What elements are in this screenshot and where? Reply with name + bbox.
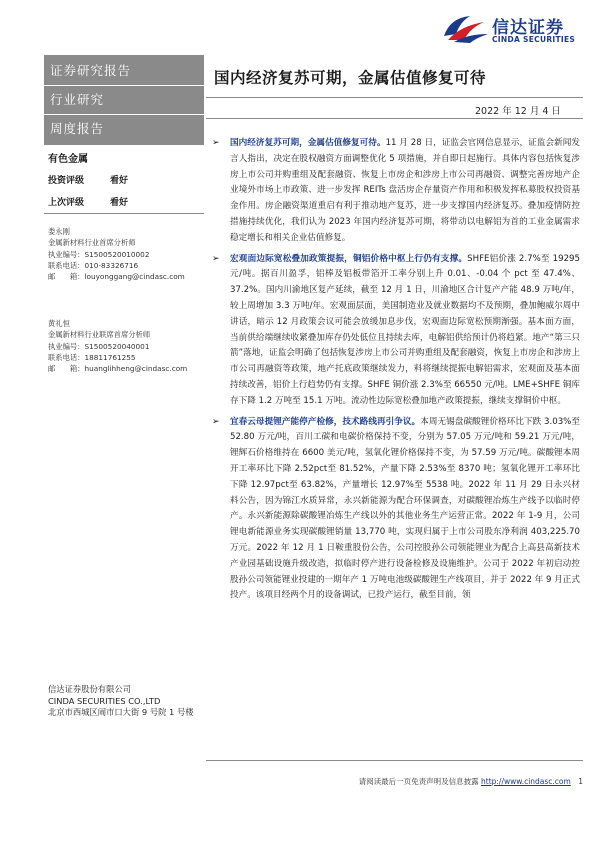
report-title: 国内经济复苏可期，金属估值修复可待 [214, 69, 487, 87]
rating-value: 看好 [110, 198, 129, 208]
analyst-email[interactable]: 邮 箱：louyonggang@cindasc.com [48, 272, 185, 282]
company-name-cn: 信达证券股份有限公司 [48, 684, 131, 694]
bullet-body: SHFE铝价涨 2.7%至 19295 元/吨。据百川盈孚，铝棒及铝板带箔开工率分别上升 0.01、-0.04 个 pct 至 47.4%、37.2%。国内川渝地区复产延续，截至 12 月 1 日，川渝地区合计复产产能 48.9 万吨/年，较上周增加 3.3 万吨/年。宏观面层面，美国制造业及就业数据均不及预期，叠加鲍威尔周中讲话，暗示 12 月政策会议可能会放缓加息步伐，宏观面边际宽松预期渐强。基本面方面，当前供给端继续收紧叠加库存仍处低位且持续去库，电解铝供给预计仍将趋紧。地产“第三只箭”落地，证监会明确了包括恢复涉房上市公司并购重组及配套融资，恢复上市房企和涉房上市公司再融资等政策，地产托底政策继续发力，料将继续提振电解铝需求，宏观面及基本面持续改善，铝价上行趋势仍有支撑。SHFE 铜价涨 2.3%至 66550 元/吨。LME+SHFE 铜库存下降 1.2 万吨至 15.1 万吨。流动性边际宽松叠加地产政策提振，继续支撑铜价中枢。 [230, 253, 580, 406]
tab-securities-research: 证券研究报告 [50, 63, 132, 78]
analyst-name: 黄礼恒 [48, 319, 70, 328]
company-name-en: CINDA SECURITIES CO.,LTD [48, 695, 161, 706]
rating-value: 看好 [110, 176, 129, 186]
bullet-lead: 国内经济复苏可期，金属估值修复可待。 [230, 138, 386, 148]
bullet-lead: 宜春云母提锂产能停产检修，技术路线再引争议。 [230, 416, 421, 427]
analyst-card [48, 318, 187, 374]
logo-text-cn: 信达证券 [492, 18, 564, 38]
disclaimer-note: 请阅读最后一页免责声明及信息披露 [358, 777, 479, 786]
analyst-card [48, 226, 185, 282]
page-footer [359, 776, 583, 787]
tab-industry-research: 行业研究 [50, 92, 105, 107]
divider [206, 97, 583, 98]
arrow-bullet-icon: ➢ [212, 138, 220, 148]
brand-logo [440, 8, 590, 48]
company-address: 北京市西城区闹市口大街 9 号院 1 号楼 [48, 707, 194, 717]
rating-label: 上次评级 [48, 198, 85, 208]
previous-rating [48, 195, 129, 208]
bullet-body: 11 月 28 日，证监会官网信息显示，证监会新闻发言人指出，决定在股权融资方面调整优化 5 项措施，并自即日起施行。具体内容包括恢复涉房上市公司并购重组及配套融资、恢复上市房企和涉房上市公司再融资、调整完善房地产企业境外市场上市政策、进一步发挥 REITs 盘活房企存量资产作用和积极发挥私募股权投资基金作用。房企融资渠道重启有利于推动地产复苏，进一步支撑国内经济复苏。叠加疫情防控措施持续优化，我们认为 2023 年国内经济复苏可期，将带动以电解铝为首的工业金属需求稳定增长和相关企业估值修复。 [230, 138, 580, 243]
sector-name: 有色金属 [48, 154, 88, 165]
cinda-logo-icon [440, 12, 490, 44]
divider [206, 760, 583, 761]
website-link[interactable]: http://www.cindasc.com [481, 777, 571, 786]
summary-bullets [212, 136, 580, 609]
tab-weekly-report: 周度报告 [50, 121, 105, 136]
summary-bullet [212, 252, 580, 410]
bullet-lead: 宏观面边际宽松叠加政策提振，铜铝价格中枢上行仍有支撑。 [230, 253, 468, 264]
report-date: 2022 年 12 月 4 日 [475, 106, 561, 117]
analyst-license: 执业编号：S1500520010002 [48, 249, 150, 259]
company-info [48, 684, 208, 719]
logo-text-en: CINDA SECURITIES [492, 35, 576, 44]
analyst-license: 执业编号：S1500520040001 [48, 341, 150, 351]
divider [44, 213, 204, 214]
analyst-name: 娄永刚 [48, 227, 70, 236]
analyst-phone: 联系电话：18811761255 [48, 352, 136, 362]
analyst-phone: 联系电话：010-83326716 [48, 260, 139, 270]
arrow-bullet-icon: ➢ [212, 253, 220, 264]
summary-bullet [212, 136, 580, 247]
analyst-email[interactable]: 邮 箱：huanglihheng@cindasc.com [48, 364, 188, 374]
rating-label: 投资评级 [48, 176, 85, 186]
divider [206, 118, 583, 119]
investment-rating [48, 173, 129, 186]
arrow-bullet-icon: ➢ [212, 416, 220, 427]
analyst-title: 金属新材料行业首席分析师 [48, 238, 136, 248]
page-number: 1 [578, 777, 583, 786]
bullet-body: 本周无锡盘碳酸锂价格环比下跌 3.03%至 52.80 万元/吨，百川工碳和电碳价格保持不变，分别为 57.05 万元/吨和 59.21 万元/吨，锂辉石价格维持在 6600 美元/吨，氢氧化锂价格保持不变，为 57.59 万元/吨。碳酸锂本周开工率环比下降 2.52pct至 81.52%，产量下降 2.53%至 8370 吨；氢氧化锂开工率环比下降 12.97pct至 63.82%，产量增长 12.97%至 5538 吨。2022 年 11 月 29 日永兴材料公告，因为锦江水质异常，永兴新能源为配合环保调查，对碳酸锂冶炼生产线予以临时停产。永兴新能源除碳酸锂冶炼生产线以外的其他业务生产运营正常。2022 年 1-9 月，公司锂电新能源业务实现碳酸锂销量 13,770 吨，实现归属于上市公司股东净利润 403,225.70 万元。2022 年 12 月 1 日鞍重股份公告，公司控股孙公司领能锂业为配合上高县高新技术产业园基础设施升级改造，拟临时停产进行设备检修及设施维护。公司于 2022 年初启动控股孙公司领能锂业投建的一期年产 1 万吨电池级碳酸锂生产线项目，并于 2022 年 9 月正式投产。该项目经两个月的设备调试，已投产运行，截至目前，领 [230, 416, 580, 601]
summary-bullet [212, 415, 580, 605]
analyst-title: 金属新材料行业联席首席分析师 [48, 330, 151, 340]
report-type-panel [44, 55, 204, 145]
